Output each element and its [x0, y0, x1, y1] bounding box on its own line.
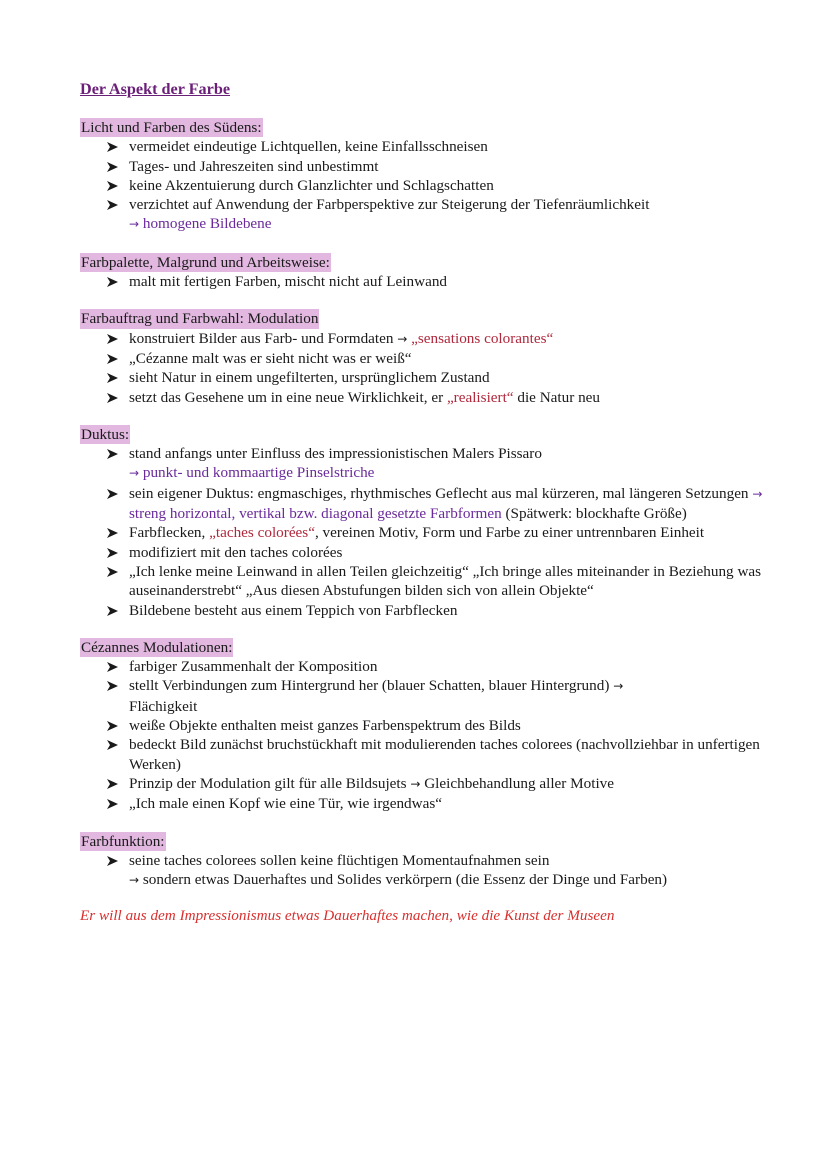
arrow-bullet-icon — [106, 176, 124, 192]
list-item: seine taches colorees sollen keine flüchtigen Momentaufnahmen sein → sondern etwas Dauerhaftes und Solides verkörpern (die Essenz der Dinge und Farben) — [106, 851, 788, 891]
page-title: Der Aspekt der Farbe — [80, 80, 231, 98]
list-item: stellt Verbindungen zum Hintergrund her (blauer Schatten, blauer Hintergrund) → Flächigkeit — [106, 676, 788, 716]
arrow-bullet-icon — [106, 601, 124, 617]
arrow-bullet-icon — [106, 543, 124, 559]
list-item: setzt das Gesehene um in eine neue Wirklichkeit, er „realisiert“ die Natur neu — [106, 388, 788, 407]
arrow-bullet-icon — [106, 157, 124, 173]
list-item: Farbflecken, „taches colorées“, vereinen Motiv, Form und Farbe zu einer untrennbaren Einheit — [106, 523, 788, 542]
section-heading: Farbpalette, Malgrund und Arbeitsweise: — [81, 253, 330, 271]
right-arrow-icon: → — [397, 331, 408, 346]
section-licht — [80, 118, 788, 235]
arrow-bullet-icon — [106, 329, 124, 345]
arrow-bullet-icon — [106, 388, 124, 404]
list-item: Bildebene besteht aus einem Teppich von Farbflecken — [106, 601, 788, 620]
bullet-list — [80, 444, 788, 620]
right-arrow-icon: → — [613, 679, 624, 694]
list-item: vermeidet eindeutige Lichtquellen, keine Einfallsschneisen — [106, 137, 788, 156]
arrow-bullet-icon — [106, 349, 124, 365]
arrow-bullet-icon — [106, 657, 124, 673]
section-heading: Cézannes Modulationen: — [81, 638, 233, 656]
section-duktus — [80, 425, 788, 620]
arrow-bullet-icon — [106, 735, 124, 751]
list-item: „Ich male einen Kopf wie eine Tür, wie irgendwas“ — [106, 794, 788, 813]
list-item: stand anfangs unter Einfluss des impressionistischen Malers Pissaro → punkt- und kommaartige Pinselstriche — [106, 444, 788, 484]
section-heading: Farbauftrag und Farbwahl: Modulation — [81, 310, 319, 328]
arrow-bullet-icon — [106, 195, 124, 211]
arrow-bullet-icon — [106, 272, 124, 288]
section-farbauftrag — [80, 309, 788, 406]
arrow-bullet-icon — [106, 523, 124, 539]
right-arrow-icon: → — [129, 873, 140, 888]
list-item: Tages- und Jahreszeiten sind unbestimmt — [106, 157, 788, 176]
sub-point: → punkt- und kommaartige Pinselstriche — [129, 464, 375, 482]
section-heading: Farbfunktion: — [81, 832, 165, 850]
list-item: malt mit fertigen Farben, mischt nicht auf Leinwand — [106, 272, 788, 291]
list-item: verzichtet auf Anwendung der Farbperspektive zur Steigerung der Tiefenräumlichkeit → homogene Bildebene — [106, 195, 788, 235]
right-arrow-icon: → — [410, 776, 421, 791]
arrow-bullet-icon — [106, 562, 124, 578]
list-item: konstruiert Bilder aus Farb- und Formdaten → „sensations colorantes“ — [106, 329, 788, 349]
section-heading: Duktus: — [81, 425, 130, 443]
closing-statement: Er will aus dem Impressionismus etwas Dauerhaftes machen, wie die Kunst der Museen — [80, 907, 615, 925]
right-arrow-icon: → — [752, 486, 763, 501]
list-item: farbiger Zusammenhalt der Komposition — [106, 657, 788, 676]
sub-point: → homogene Bildebene — [129, 215, 272, 233]
list-item: sieht Natur in einem ungefilterten, ursprünglichem Zustand — [106, 368, 788, 387]
arrow-bullet-icon — [106, 368, 124, 384]
list-item: weiße Objekte enthalten meist ganzes Farbenspektrum des Bilds — [106, 716, 788, 735]
section-farbpalette — [80, 253, 788, 292]
right-arrow-icon: → — [129, 217, 140, 232]
arrow-bullet-icon — [106, 851, 124, 867]
arrow-bullet-icon — [106, 794, 124, 810]
sub-point: → sondern etwas Dauerhaftes und Solides verkörpern (die Essenz der Dinge und Farben) — [129, 871, 668, 889]
list-item: Prinzip der Modulation gilt für alle Bildsujets → Gleichbehandlung aller Motive — [106, 774, 788, 794]
arrow-bullet-icon — [106, 137, 124, 153]
list-item: bedeckt Bild zunächst bruchstückhaft mit modulierenden taches colorees (nachvollziehbar in unfertigen Werken) — [106, 735, 788, 774]
arrow-bullet-icon — [106, 774, 124, 790]
bullet-list — [80, 657, 788, 813]
section-farbfunktion — [80, 832, 788, 891]
arrow-bullet-icon — [106, 676, 124, 692]
right-arrow-icon: → — [129, 466, 140, 481]
arrow-bullet-icon — [106, 444, 124, 460]
list-item: sein eigener Duktus: engmaschiges, rhythmisches Geflecht aus mal kürzeren, mal längeren Setzungen → streng horizontal, vertikal bzw. diagonal gesetzte Farbformen (Spätwerk: blockhafte Größe) — [106, 484, 788, 524]
list-item: „Ich lenke meine Leinwand in allen Teilen gleichzeitig“ „Ich bringe alles miteinander in Beziehung was auseinanderstrebt“ „Aus diesen Abstufungen bilden sich von allein Objekte“ — [106, 562, 788, 601]
bullet-list — [80, 851, 788, 891]
list-item: keine Akzentuierung durch Glanzlichter und Schlagschatten — [106, 176, 788, 195]
bullet-list — [80, 272, 788, 291]
section-modulationen — [80, 638, 788, 814]
arrow-bullet-icon — [106, 484, 124, 500]
bullet-list — [80, 329, 788, 407]
bullet-list — [80, 137, 788, 234]
list-item: modifiziert mit den taches colorées — [106, 543, 788, 562]
list-item: „Cézanne malt was er sieht nicht was er weiß“ — [106, 349, 788, 368]
section-heading: Licht und Farben des Südens: — [81, 119, 262, 136]
arrow-bullet-icon — [106, 716, 124, 732]
